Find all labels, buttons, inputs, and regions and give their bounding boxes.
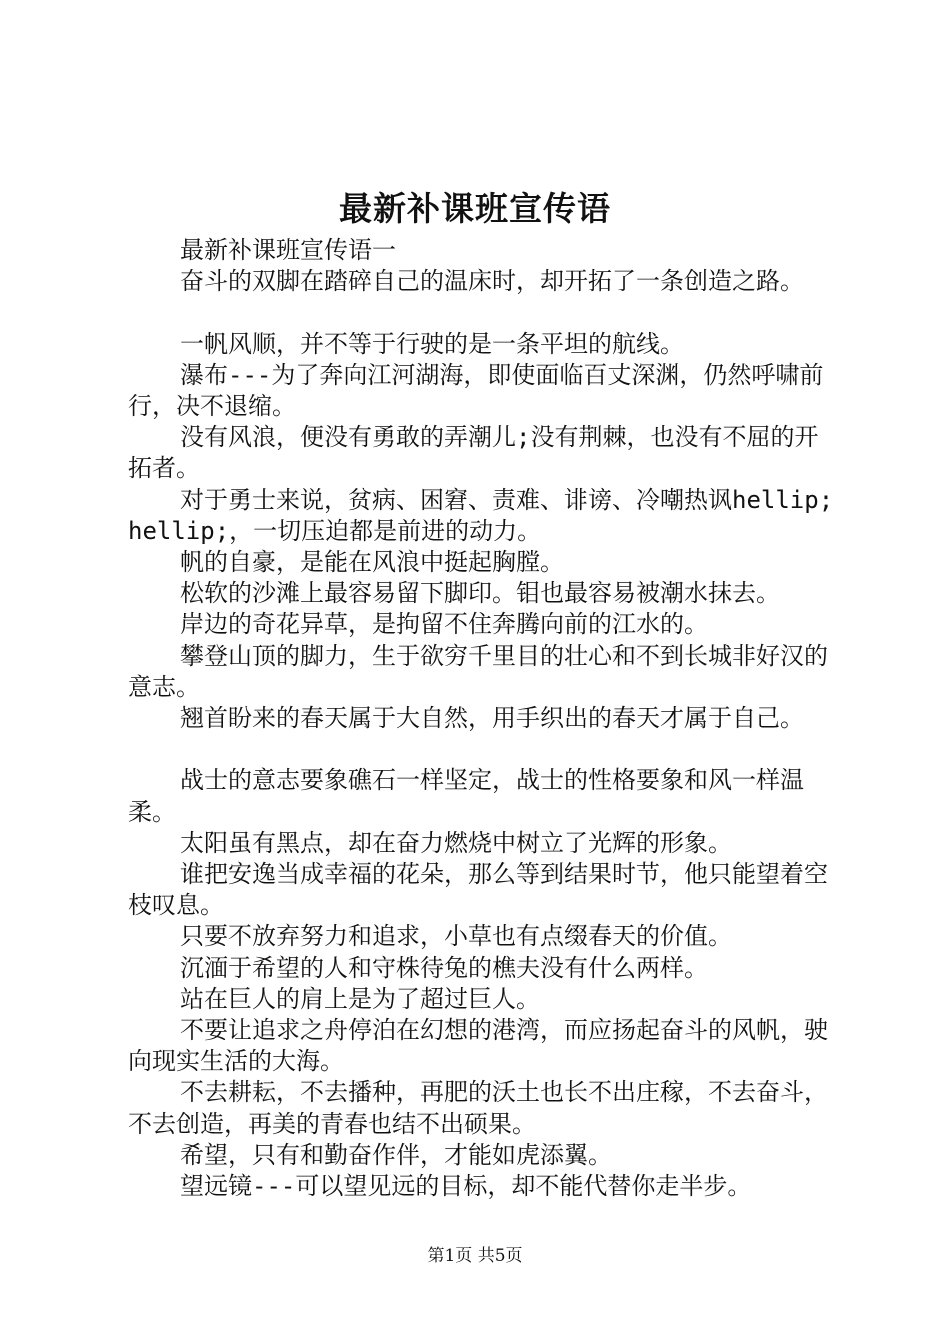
body-paragraph: 没有风浪，便没有勇敢的弄潮儿;没有荆棘，也没有不屈的开拓者。 <box>128 423 819 483</box>
body-paragraph: 奋斗的双脚在踏碎自己的温床时，却开拓了一条创造之路。 <box>180 267 804 296</box>
body-paragraph: 希望，只有和勤奋作伴，才能如虎添翼。 <box>180 1140 612 1169</box>
document-body <box>128 235 838 1202</box>
body-paragraph: 太阳虽有黑点，却在奋力燃烧中树立了光辉的形象。 <box>180 828 732 857</box>
body-paragraph: 望远镜---可以望见远的目标，却不能代替你走半步。 <box>180 1172 752 1201</box>
body-paragraph: 一帆风顺，并不等于行驶的是一条平坦的航线。 <box>180 329 684 358</box>
body-paragraph: 站在巨人的肩上是为了超过巨人。 <box>180 984 540 1013</box>
body-paragraph: 沉湎于希望的人和守株待兔的樵夫没有什么两样。 <box>180 953 708 982</box>
body-paragraph: 瀑布---为了奔向江河湖海，即使面临百丈深渊，仍然呼啸前行，决不退缩。 <box>128 360 824 420</box>
body-paragraph: 只要不放弃努力和追求，小草也有点缀春天的价值。 <box>180 922 732 951</box>
page-footer: 第1页 共5页 <box>427 1246 523 1266</box>
body-paragraph: 帆的自豪，是能在风浪中挺起胸膛。 <box>180 548 564 577</box>
body-paragraph: 不去耕耘，不去播种，再肥的沃土也长不出庄稼，不去奋斗，不去创造，再美的青春也结不出硕果。 <box>128 1078 828 1138</box>
body-paragraph: 对于勇士来说，贫病、困窘、责难、诽谤、冷嘲热讽hellip;hellip;，一切压迫都是前进的动力。 <box>128 485 834 545</box>
body-paragraph: 攀登山顶的脚力，生于欲穷千里目的壮心和不到长城非好汉的意志。 <box>128 641 828 701</box>
document-title: 最新补课班宣传语 <box>339 189 611 228</box>
blank-line <box>128 734 838 765</box>
body-paragraph: 翘首盼来的春天属于大自然，用手织出的春天才属于自己。 <box>180 704 804 733</box>
body-paragraph: 岸边的奇花异草，是拘留不住奔腾向前的江水的。 <box>180 610 708 639</box>
blank-line <box>128 297 838 328</box>
body-paragraph: 谁把安逸当成幸福的花朵，那么等到结果时节，他只能望着空枝叹息。 <box>128 860 828 920</box>
body-paragraph: 松软的沙滩上最容易留下脚印。钼也最容易被潮水抹去。 <box>180 579 780 608</box>
body-paragraph: 不要让追求之舟停泊在幻想的港湾，而应扬起奋斗的风帆，驶向现实生活的大海。 <box>128 1016 828 1076</box>
body-paragraph: 最新补课班宣传语一 <box>180 236 396 264</box>
body-paragraph: 战士的意志要象礁石一样坚定，战士的性格要象和风一样温柔。 <box>128 766 804 826</box>
